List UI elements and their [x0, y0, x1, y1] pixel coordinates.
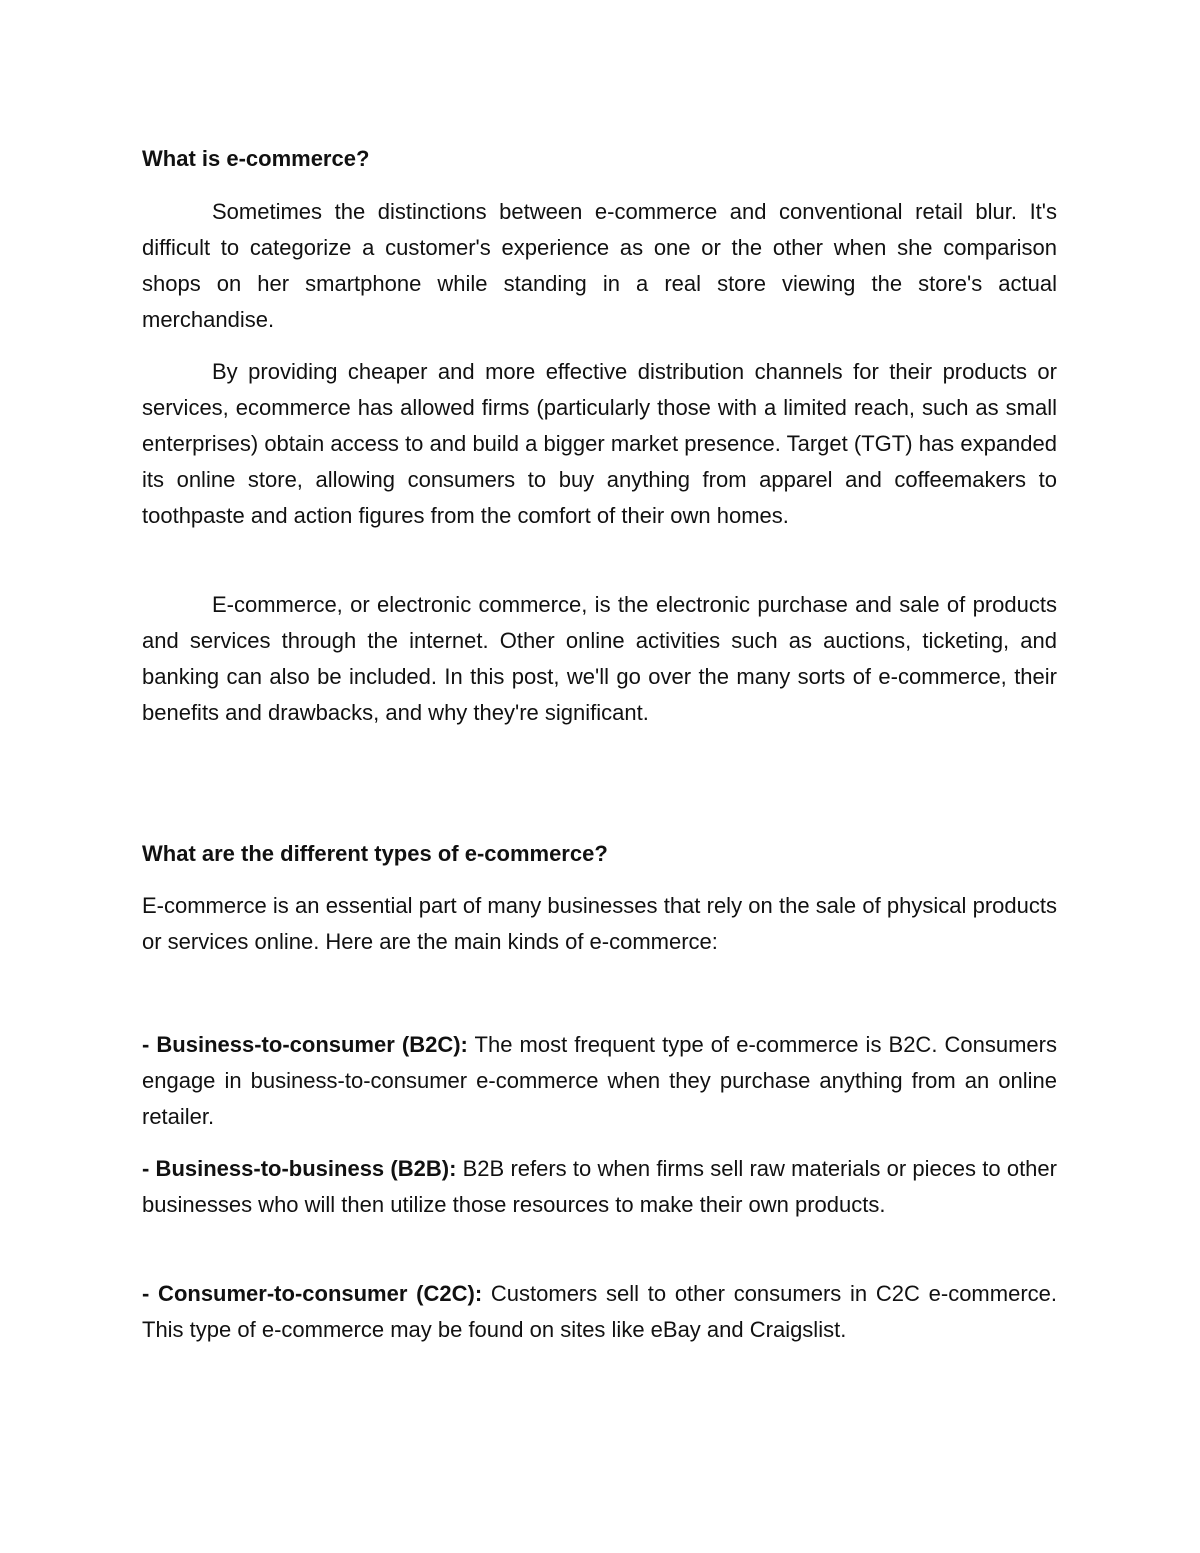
list-item-label: - Consumer-to-consumer (C2C): [142, 1281, 483, 1306]
list-item-label: - Business-to-business (B2B): [142, 1156, 457, 1181]
list-item-c2c [142, 1276, 1057, 1348]
heading-what-is-ecommerce: What is e-commerce? [142, 146, 370, 171]
list-item-text: Customers sell to other consumers in C2C e-commerce. This type of e-commerce may be found on sites like eBay and Craigslist. [142, 1281, 1057, 1342]
list-item-text: The most frequent type of e-commerce is B2C. Consumers engage in business-to-consumer e-commerce when they purchase anything from an online retailer. [142, 1032, 1057, 1129]
list-item-b2b [142, 1151, 1057, 1223]
list-item-b2c [142, 1027, 1057, 1135]
paragraph-distribution-channels: By providing cheaper and more effective distribution channels for their products or services, ecommerce has allowed firms (particularly those with a limited reach, such as small enterprises) obtain access to and build a bigger market presence. Target (TGT) has expanded its online store, allowing consumers to buy anything from apparel and coffeemakers to toothpaste and action figures from the comfort of their own homes. [142, 359, 1057, 528]
paragraph-definition: E-commerce, or electronic commerce, is the electronic purchase and sale of products and services through the internet. Other online activities such as auctions, ticketing, and banking can also be included. In this post, we'll go over the many sorts of e-commerce, their benefits and drawbacks, and why they're significant. [142, 592, 1057, 725]
list-item-text: B2B refers to when firms sell raw materials or pieces to other businesses who will then utilize those resources to make their own products. [142, 1156, 1057, 1217]
paragraph-types-intro: E-commerce is an essential part of many businesses that rely on the sale of physical products or services online. Here are the main kinds of e-commerce: [142, 893, 1057, 954]
paragraph-distinctions: Sometimes the distinctions between e-commerce and conventional retail blur. It's difficult to categorize a customer's experience as one or the other when she comparison shops on her smartphone while standing in a real store viewing the store's actual merchandise. [142, 199, 1057, 332]
list-item-label: - Business-to-consumer (B2C): [142, 1032, 468, 1057]
heading-types-of-ecommerce: What are the different types of e-commerce? [142, 841, 608, 866]
